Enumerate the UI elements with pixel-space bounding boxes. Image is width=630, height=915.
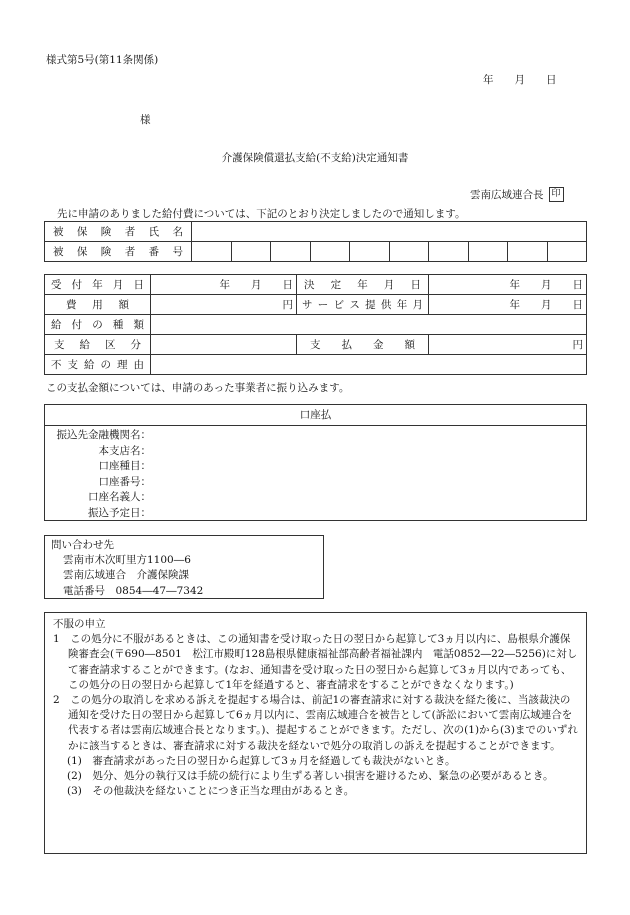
decided-value: 年 月 日 <box>429 275 587 295</box>
reason-label: 不支給の理由 <box>51 359 144 371</box>
form-number: 様式第5号(第11条関係) <box>46 54 159 66</box>
cost-label: 費用額 <box>66 299 129 311</box>
payment-amount-label: 支払金額 <box>310 339 415 351</box>
account-field-row <box>45 506 586 522</box>
account-field-row <box>45 444 586 460</box>
account-field-row <box>45 428 586 444</box>
account-field-row <box>45 459 586 475</box>
contact-phone: 電話番号 0854―47―7342 <box>63 584 204 597</box>
insured-number-label: 被保険者番号 <box>53 246 183 258</box>
account-field-label: 振込先金融機関名： <box>56 429 151 441</box>
account-field-label: 本支店名： <box>98 444 151 457</box>
transfer-note: この支払金額については、申請のあった事業者に振り込みます。 <box>46 382 350 394</box>
service-label: サービス提供年月 <box>302 299 423 311</box>
received-label: 受付年月日 <box>51 279 144 291</box>
payment-amount-unit: 円 <box>429 335 587 355</box>
appeal-item-3: (3) その他裁決を経ないことにつき正当な理由があるとき。 <box>67 785 355 798</box>
account-field-label: 振込予定日： <box>88 506 151 519</box>
insured-name-row <box>45 222 587 242</box>
seal-mark: 印 <box>549 187 564 202</box>
insured-name-value <box>192 222 587 242</box>
appeal-item-2: (2) 処分、処分の執行又は手続の続行により生ずる著しい損害を避けるため、緊急の必要があるとき。 <box>67 770 554 783</box>
document-title: 介護保険償還払支給(不支給)決定通知書 <box>221 152 409 164</box>
service-value: 年 月 日 <box>429 295 587 315</box>
contact-heading: 問い合わせ先 <box>51 539 114 551</box>
insured-number-cell <box>350 242 390 262</box>
appeal-paragraph-1: 1 この処分に不服があるときは、この通知書を受け取った日の翌日から起算して3ヵ月以内に、島根県介護保険審査会(〒690―8501 松江市殿町128島根県健康福祉部高齢者福祉課内 電話0852―22―5256)に対して審査請求することができます。(なお、通知書を受け取った日の翌日から起算して3ヵ月以内であっても、この処分の日の翌日から起算して1年を経過すると、審査請求をすることができなくなります。) <box>53 633 578 691</box>
account-field-label: 口座番号： <box>98 475 151 488</box>
issuer-name: 雲南広域連合長 <box>470 189 544 201</box>
account-header: 口座払 <box>45 405 586 426</box>
account-field-label: 口座名義人： <box>88 491 151 504</box>
account-box <box>44 404 587 521</box>
account-field-label: 口座種目： <box>98 460 151 473</box>
benefit-type-label: 給付の種類 <box>51 319 144 331</box>
insured-number-cell <box>231 242 271 262</box>
benefit-type-row <box>45 315 587 335</box>
addressee-suffix: 様 <box>140 114 151 126</box>
cost-unit: 円 <box>151 295 297 315</box>
reason-row <box>45 355 587 375</box>
benefit-type-value <box>151 315 587 335</box>
insured-name-label: 被保険者氏名 <box>53 226 183 238</box>
payment-class-label: 支給区分 <box>54 339 141 351</box>
received-value: 年 月 日 <box>151 275 297 295</box>
cost-row <box>45 295 587 315</box>
received-row <box>45 275 587 295</box>
appeal-paragraph-2: 2 この処分の取消しを求める訴えを提起する場合は、前記1の審査請求に対する裁決を経た後に、当該裁決の通知を受けた日の翌日から起算して6ヵ月以内に、雲南広域連合を被告として(訴訟において雲南広域連合を代表する者は雲南広域連合長となります。)、提起することができます。ただし、次の(1)から(3)までのいずれかに該当するときは、審査請求に対する裁決を経ないで処分の取消しの訴えを提起することができます。 <box>53 694 578 752</box>
insured-number-cell <box>468 242 508 262</box>
appeal-item-1: (1) 審査請求があった日の翌日から起算して3ヵ月を経過しても裁決がないとき。 <box>67 754 456 767</box>
contact-box <box>44 535 324 599</box>
account-field-row <box>45 490 586 506</box>
decided-label: 決定年月日 <box>304 279 421 291</box>
insured-number-cell <box>310 242 350 262</box>
account-fields <box>45 426 586 522</box>
insured-number-row <box>45 242 587 262</box>
insured-number-cell <box>271 242 311 262</box>
insured-number-cell <box>547 242 587 262</box>
account-field-row <box>45 475 586 491</box>
appeal-box <box>44 612 587 854</box>
decision-table <box>44 274 587 375</box>
insured-number-cell <box>429 242 469 262</box>
insured-number-cell <box>389 242 429 262</box>
appeal-heading: 不服の申立 <box>53 618 106 630</box>
insured-number-cell <box>192 242 232 262</box>
reason-value <box>151 355 587 375</box>
contact-address: 雲南市木次町里方1100―6 <box>63 554 191 567</box>
payment-row <box>45 335 587 355</box>
insured-number-cell <box>508 242 548 262</box>
issuer-block <box>470 187 564 202</box>
contact-office: 雲南広域連合 介護保険課 <box>63 569 189 582</box>
intro-text: 先に申請のありました給付費については、下記のとおり決定しましたので通知します。 <box>57 208 466 220</box>
insured-table <box>44 221 587 262</box>
date-line: 年 月 日 <box>483 74 557 86</box>
payment-class-value <box>151 335 297 355</box>
